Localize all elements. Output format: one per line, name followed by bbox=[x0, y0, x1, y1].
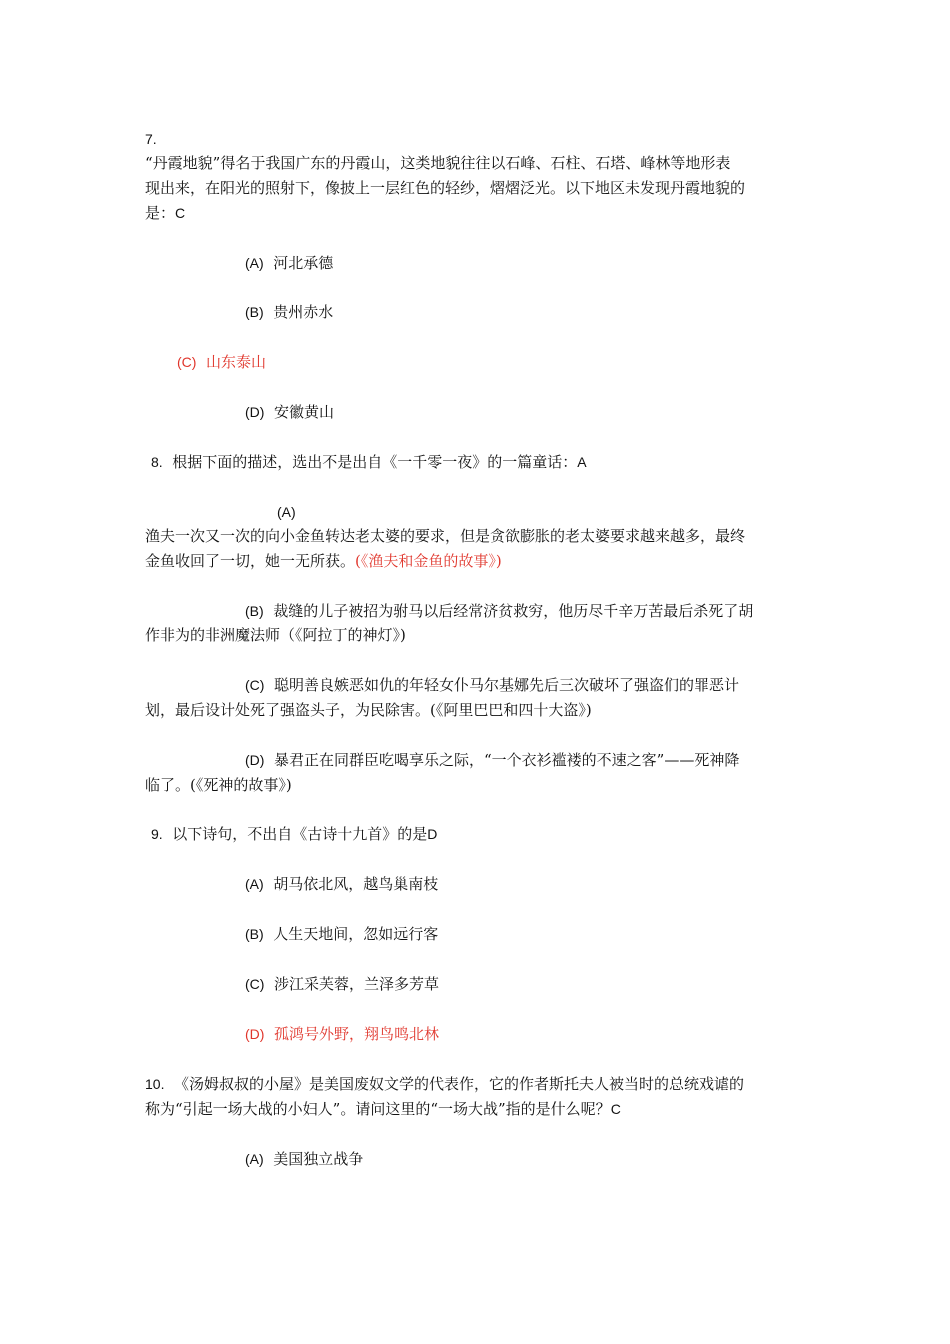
option-a bbox=[245, 872, 438, 896]
option-text: 孤鸿号外野，翔鸟鸣北林 bbox=[273, 1025, 439, 1043]
option-text: 安徽黄山 bbox=[273, 403, 334, 421]
question-number: 10. bbox=[145, 1076, 165, 1092]
answer-key: A bbox=[577, 454, 587, 470]
option-label: (D) bbox=[245, 1026, 265, 1042]
option-c bbox=[245, 972, 439, 996]
answer-key: C bbox=[610, 1101, 621, 1117]
stem-text: 以下诗句，不出自《古诗十九首》的是 bbox=[172, 825, 428, 843]
option-text: 涉江采芙蓉，兰泽多芳草 bbox=[273, 975, 439, 993]
stem-text: 根据下面的描述，选出不是出自《一千零一夜》的一篇童话： bbox=[172, 453, 578, 471]
option-c-correct bbox=[177, 350, 266, 374]
option-a bbox=[245, 1147, 363, 1171]
option-text-part: 金鱼收回了一切，她一无所获。 bbox=[145, 552, 356, 570]
option-text bbox=[145, 549, 502, 573]
option-text: 人生天地间，忽如远行客 bbox=[273, 925, 439, 943]
answer-key: C bbox=[175, 205, 186, 221]
stem-text: 称为“引起一场大战的小妇人”。请问这里的“一场大战”指的是什么呢？ bbox=[145, 1100, 611, 1118]
option-label: (D) bbox=[245, 404, 265, 420]
stem-text: 《汤姆叔叔的小屋》是美国废奴文学的代表作，它的作者斯托夫人被当时的总统戏谑的 bbox=[174, 1075, 745, 1093]
option-label: (D) bbox=[245, 752, 265, 768]
option-label: (A) bbox=[245, 876, 264, 892]
option-label: (A) bbox=[245, 255, 264, 271]
question-stem bbox=[151, 450, 587, 474]
stem-text: 是： bbox=[145, 204, 176, 222]
question-stem bbox=[145, 1072, 744, 1096]
option-text: 山东泰山 bbox=[205, 353, 266, 371]
option-label: (B) bbox=[245, 926, 264, 942]
option-label: (B) bbox=[245, 603, 264, 619]
option-text: 渔夫一次又一次的向小金鱼转达老太婆的要求，但是贪欲膨胀的老太婆要求越来越多，最终 bbox=[145, 527, 746, 545]
option-b bbox=[245, 599, 753, 623]
option-text: 划，最后设计处死了强盗头子，为民除害。(《阿里巴巴和四十大盗》) bbox=[145, 701, 592, 719]
question-stem-line bbox=[145, 201, 185, 225]
option-label: (B) bbox=[245, 304, 264, 320]
option-label: (A) bbox=[277, 504, 296, 520]
option-text: 聪明善良嫉恶如仇的年轻女仆马尔基娜先后三次破坏了强盗们的罪恶计 bbox=[273, 676, 739, 694]
option-label: (C) bbox=[245, 976, 265, 992]
option-text: 临了。(《死神的故事》) bbox=[145, 776, 292, 794]
option-d bbox=[245, 400, 334, 424]
question-number: 8. bbox=[151, 454, 163, 470]
option-text: 裁缝的儿子被招为驸马以后经常济贫救穷，他历尽千辛万苦最后杀死了胡 bbox=[273, 602, 754, 620]
option-label: (C) bbox=[245, 677, 265, 693]
question-stem bbox=[151, 822, 437, 846]
question-number: 7. bbox=[145, 131, 157, 147]
option-b bbox=[245, 922, 438, 946]
option-text: 贵州赤水 bbox=[273, 303, 334, 321]
option-a bbox=[245, 251, 333, 275]
answer-key: D bbox=[427, 826, 438, 842]
option-d bbox=[245, 748, 739, 772]
option-label: (C) bbox=[177, 354, 197, 370]
option-d-correct bbox=[245, 1022, 439, 1046]
option-b bbox=[245, 300, 333, 324]
option-c bbox=[245, 673, 739, 697]
option-text: 美国独立战争 bbox=[273, 1150, 364, 1168]
option-text: 河北承德 bbox=[273, 254, 334, 272]
question-stem-line: “丹霞地貌”得名于我国广东的丹霞山，这类地貌往往以石峰、石柱、石塔、峰林等地形表 bbox=[145, 154, 731, 172]
question-stem-line: 现出来，在阳光的照射下，像披上一层红色的轻纱，熠熠泛光。以下地区未发现丹霞地貌的 bbox=[145, 179, 746, 197]
option-text: 胡马依北风，越鸟巢南枝 bbox=[273, 875, 439, 893]
option-label: (A) bbox=[245, 1151, 264, 1167]
story-source-correct: (《渔夫和金鱼的故事》) bbox=[355, 552, 502, 570]
question-number: 9. bbox=[151, 826, 163, 842]
question-stem-line bbox=[145, 1097, 621, 1121]
option-text: 暴君正在同群臣吃喝享乐之际，“一个衣衫褴褛的不速之客”——死神降 bbox=[273, 751, 740, 769]
option-text: 作非为的非洲魔法师（《阿拉丁的神灯》) bbox=[145, 626, 406, 644]
